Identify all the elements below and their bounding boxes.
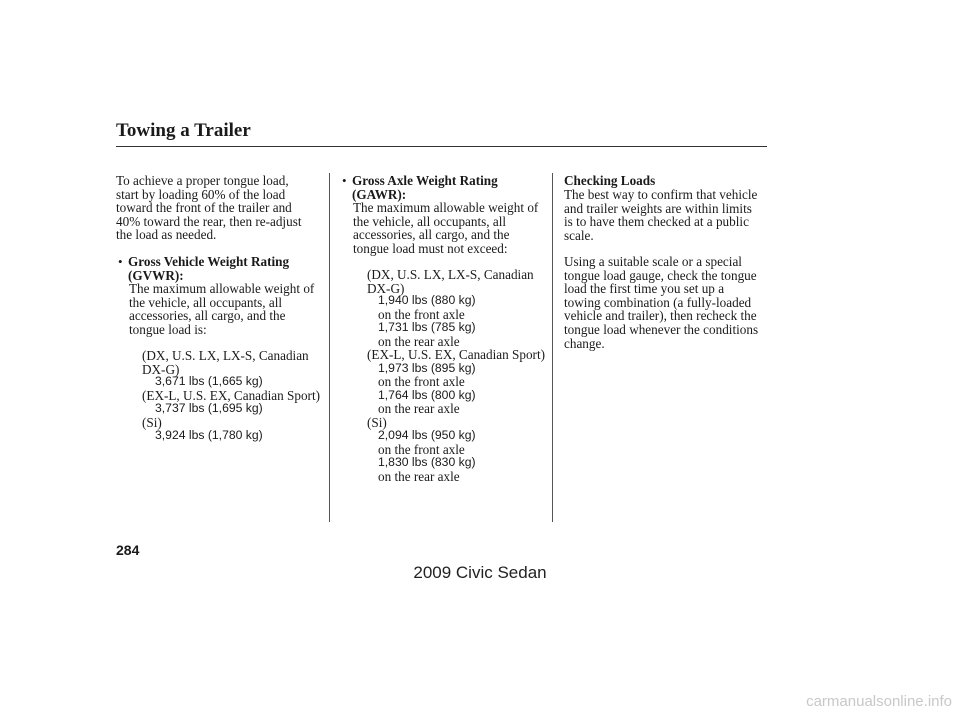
gvwr-value-1: 3,671 lbs (1,665 kg)	[155, 374, 263, 388]
gawr-rear-value-1: 1,731 lbs (785 kg)	[378, 320, 476, 334]
gawr-rear-label-3: on the rear axle	[378, 469, 460, 484]
gawr-rear-label-2: on the rear axle	[378, 401, 460, 416]
gawr-model-3: (Si)	[367, 415, 387, 430]
gawr-model-2: (EX-L, U.S. EX, Canadian Sport)	[367, 347, 545, 362]
checking-loads-paragraph-1: The best way to confirm that vehicle and trailer weights are within limits is to have them checked at a public scale.	[564, 187, 758, 243]
gvwr-value-2: 3,737 lbs (1,695 kg)	[155, 401, 263, 415]
gawr-heading: Gross Axle Weight Rating (GAWR):	[352, 173, 498, 202]
gvwr-value-3: 3,924 lbs (1,780 kg)	[155, 428, 263, 442]
watermark: carmanualsonline.info	[806, 693, 952, 710]
gvwr-model-2: (EX-L, U.S. EX, Canadian Sport)	[142, 388, 320, 403]
column-divider-1	[329, 173, 330, 522]
gvwr-model-3: (Si)	[142, 415, 162, 430]
page-number: 284	[116, 542, 140, 558]
bullet-icon: •	[342, 173, 347, 188]
gawr-rear-value-2: 1,764 lbs (800 kg)	[378, 388, 476, 402]
section-title: Towing a Trailer	[116, 120, 251, 141]
title-rule	[116, 146, 767, 147]
gawr-front-label-2: on the front axle	[378, 374, 465, 389]
intro-paragraph: To achieve a proper tongue load, start by loading 60% of the load toward the front of the trailer and 40% toward the rear, then re-adjust the load as needed.	[116, 173, 302, 243]
gawr-front-value-2: 1,973 lbs (895 kg)	[378, 361, 476, 375]
column-divider-2	[552, 173, 553, 522]
gawr-front-value-3: 2,094 lbs (950 kg)	[378, 428, 476, 442]
gawr-description: The maximum allowable weight of the vehicle, all occupants, all accessories, all cargo, and the tongue load must not exceed:	[353, 200, 539, 256]
gawr-front-label-3: on the front axle	[378, 442, 465, 457]
gvwr-model-1: (DX, U.S. LX, LX-S, Canadian DX-G)	[142, 348, 309, 377]
footer-model-label: 2009 Civic Sedan	[413, 563, 547, 582]
checking-loads-heading: Checking Loads	[564, 173, 656, 188]
bullet-icon: •	[118, 254, 123, 269]
gawr-front-value-1: 1,940 lbs (880 kg)	[378, 293, 476, 307]
gawr-front-label-1: on the front axle	[378, 307, 465, 322]
gvwr-heading: Gross Vehicle Weight Rating (GVWR):	[128, 254, 290, 283]
checking-loads-paragraph-2: Using a suitable scale or a special tongue load gauge, check the tongue load the first time you set up a towing combination (a fully-loaded vehicle and trailer), then recheck the tongue load whenever the conditions change.	[564, 254, 759, 351]
gawr-model-1: (DX, U.S. LX, LX-S, Canadian DX-G)	[367, 267, 534, 296]
gvwr-description: The maximum allowable weight of the vehicle, all occupants, all accessories, all cargo, and the tongue load is:	[129, 281, 315, 337]
gawr-rear-label-1: on the rear axle	[378, 334, 460, 349]
gawr-rear-value-3: 1,830 lbs (830 kg)	[378, 455, 476, 469]
